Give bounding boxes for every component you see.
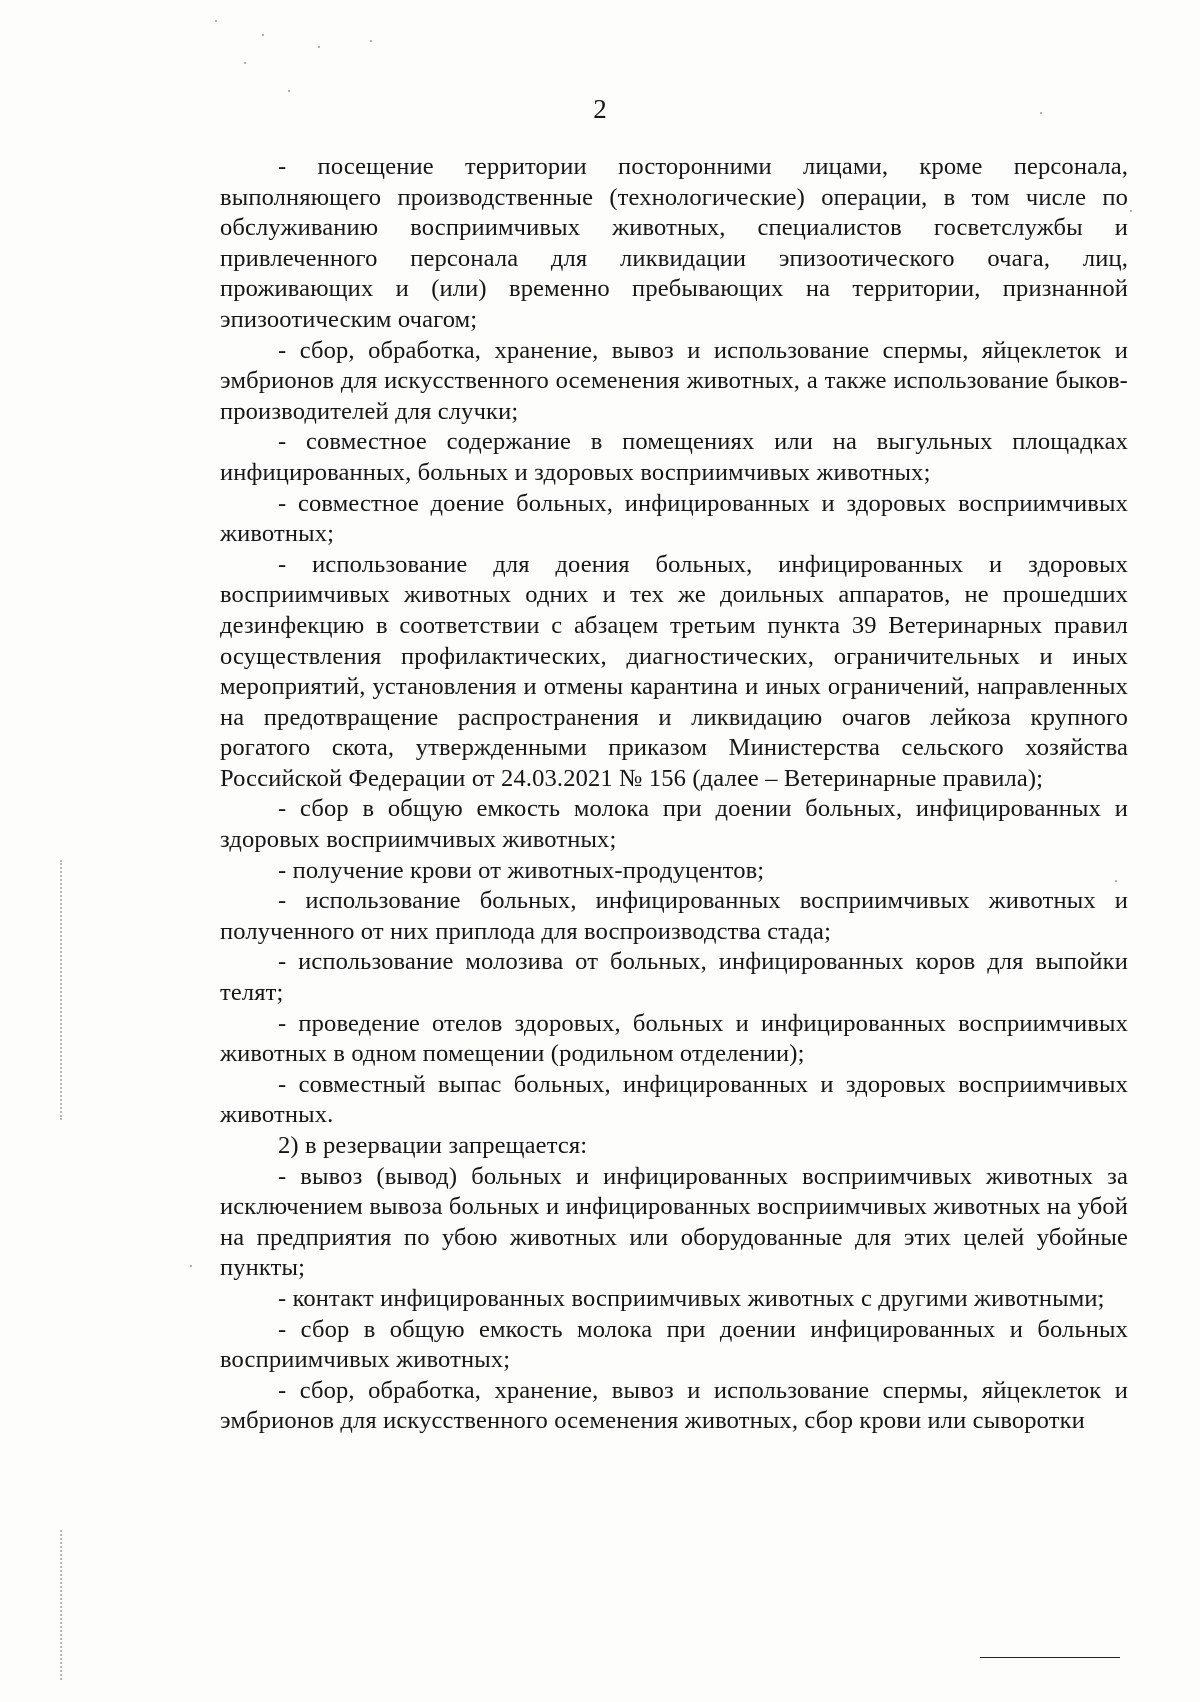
paragraph: 2) в резервации запрещается: xyxy=(278,1132,588,1159)
paragraph: - контакт инфицированных восприимчивых животных с другими животными; xyxy=(278,1284,1105,1312)
scan-speck xyxy=(1130,210,1132,212)
scan-speck xyxy=(244,62,246,64)
page-number: 2 xyxy=(593,94,607,124)
paragraph: - сбор, обработка, хранение, вывоз и использование спермы, яйцеклеток и эмбрионов для искусственного осеменения животных, сбор крови или сыворотки xyxy=(220,1376,1128,1435)
paragraph: - получение крови от животных-продуцентов; xyxy=(278,856,765,884)
paragraph: - посещение территории посторонними лицами, кроме персонала, выполняющего производственные (технологические) операции, в том числе по обслуживанию восприимчивых животных, специалистов госветслужбы и привлеченного персонала для ликвидации эпизоотического очага, лиц, проживающих и (или) временно пребывающих на территории, признанной эпизоотическим очагом; xyxy=(220,153,1128,333)
scan-speck xyxy=(370,40,372,42)
paragraph: - совместное содержание в помещениях или на выгульных площадках инфицированных, больных и здоровых восприимчивых животных; xyxy=(220,428,1128,486)
scan-speck xyxy=(190,1265,192,1267)
paragraph: - сбор в общую емкость молока при доении больных, инфицированных и здоровых восприимчивых животных; xyxy=(220,795,1128,854)
paragraph: - использование больных, инфицированных восприимчивых животных и полученного от них приплода для воспроизводства стада; xyxy=(220,887,1128,945)
scan-edge-dots xyxy=(60,860,64,1120)
paragraph: - вывоз (вывод) больных и инфицированных восприимчивых животных за исключением вывоза больных и инфицированных восприимчивых животных на убой на предприятия по убою животных или оборудованные для этих целей убойные пункты; xyxy=(220,1162,1128,1282)
paragraph: - использование для доения больных, инфицированных и здоровых восприимчивых животных одних и тех же доильных аппаратов, не прошедших дезинфекцию в соответствии с абзацем третьим пункта 39 Ветеринарных правил осуществления профилактических, диагностических, ограничительных и иных мероприятий, установления и отмены карантина и иных ограничений, направленных на предотвращение распространения и ликвидацию очагов лейкоза крупного рогатого скота, утвержденными приказом Министерства сельского хозяйства Российской Федерации от 24.03.2021 № 156 (далее – Ветеринарные правила); xyxy=(220,550,1128,792)
paragraph: - сбор, обработка, хранение, вывоз и использование спермы, яйцеклеток и эмбрионов для искусственного осеменения животных, а также использование быков-производителей для случки; xyxy=(220,336,1128,425)
scan-edge-dots xyxy=(60,1530,64,1680)
document-body xyxy=(220,152,1128,1437)
paragraph: - совместное доение больных, инфицированных и здоровых восприимчивых животных; xyxy=(220,489,1128,548)
paragraph: - совместный выпас больных, инфицированных и здоровых восприимчивых животных. xyxy=(220,1070,1128,1129)
paragraph: - использование молозива от больных, инфицированных коров для выпойки телят; xyxy=(220,948,1128,1007)
footer-rule xyxy=(980,1657,1120,1658)
scan-speck xyxy=(215,20,217,22)
scan-speck xyxy=(318,46,320,48)
paragraph: - сбор в общую емкость молока при доении инфицированных и больных восприимчивых животных; xyxy=(220,1315,1128,1374)
scan-speck xyxy=(288,90,290,92)
scan-speck xyxy=(262,34,264,36)
paragraph: - проведение отелов здоровых, больных и инфицированных восприимчивых животных в одном помещении (родильном отделении); xyxy=(220,1009,1128,1068)
